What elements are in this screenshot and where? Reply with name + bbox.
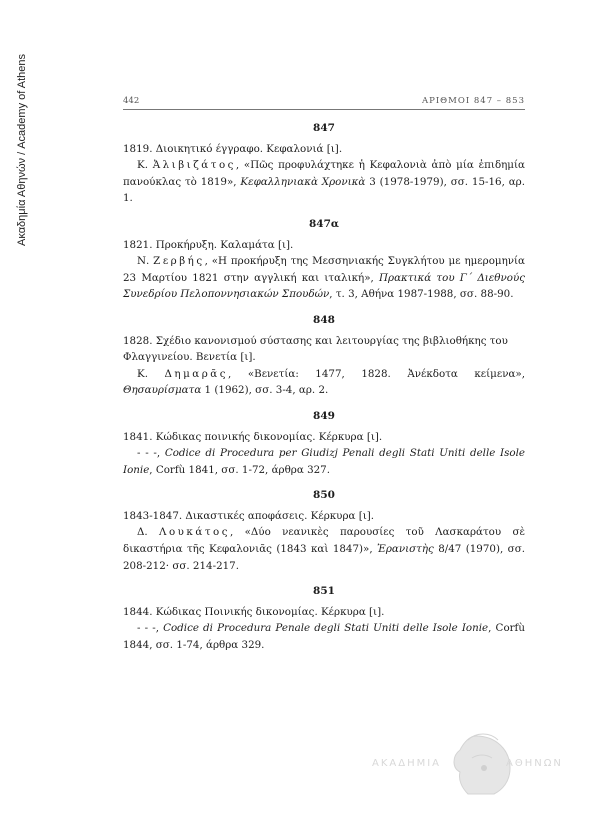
citation-end: 8/47 (1970), σσ. 208-212· σσ. 214-217. xyxy=(123,543,525,572)
catalogue-entry xyxy=(123,604,525,654)
catalogue-body xyxy=(123,120,525,663)
running-head-range: ΑΡΙΘΜΟΙ 847 – 853 xyxy=(421,96,525,106)
citation-end: , τ. 3, Αθήνα 1987-1988, σσ. 88-90. xyxy=(329,288,514,301)
journal-title: Ἐρανιστὴς xyxy=(377,543,434,556)
citation-text: , «Δύο νεανικὲς παρουσίες τοῦ Λασκαράτου σὲ δικαστήρια τῆς Κεφαλονιᾶς (1843 καὶ 1847)», xyxy=(123,526,525,556)
catalogue-entry xyxy=(123,237,525,303)
catalogue-entry xyxy=(123,508,525,574)
catalogue-entry xyxy=(123,333,525,399)
citation-text: , «Η προκήρυξη της Μεσσηνιακής Συγκλήτου με ημερομηνία 23 Μαρτίου 1821 στην αγγλική και ιταλική», xyxy=(123,255,526,284)
entry-line-head: 1821. Προκήρυξη. Καλαμάτα [ι]. xyxy=(123,238,294,251)
citation-end: , Corfù 1844, σσ. 1-74, άρθρα 329. xyxy=(123,622,526,652)
citation-text: , «Βενετία: 1477, 1828. Ἀνέκδοτα κείμενα», xyxy=(228,367,525,380)
journal-title: Codice di Procedura Penale degli Stati Uniti delle Isole Ionie xyxy=(163,622,489,635)
entry-line-head: 1828. Σχέδιο κανονισμού σύστασης και λειτουργίας της βιβλιοθήκης του Φλαγγινείου. Βενετία [ι]. xyxy=(123,334,508,364)
entry-citation xyxy=(123,157,525,207)
author-name: Ἀλιβιζάτος xyxy=(152,159,236,172)
author-prefix: - - -, xyxy=(137,622,164,635)
author-name: Δημαρᾶς xyxy=(164,367,229,380)
section-heading: 847α xyxy=(309,217,339,230)
side-credit-text: Ακαδημία Αθηνών / Academy of Athens xyxy=(16,53,28,247)
author-name: Λουκάτος xyxy=(159,526,230,539)
citation-end: 1 (1962), σσ. 3-4, αρ. 2. xyxy=(201,384,329,397)
page-number: 442 xyxy=(123,96,140,106)
journal-title: Codice di Procedura per Giudizj Penali degli Stati Uniti delle Isole Ionie xyxy=(123,447,525,476)
citation-text: , «Πῶς προφυλάχτηκε ἡ Κεφαλονιὰ ἀπὸ μία ἐπιδημία πανούκλας τὸ 1819», xyxy=(123,159,525,188)
author-prefix: Ν. xyxy=(137,255,154,268)
section-heading: 851 xyxy=(313,585,335,598)
catalogue-entry xyxy=(123,141,525,207)
author-name: Ζερβής xyxy=(153,255,205,268)
journal-title: Θησαυρίσματα xyxy=(123,384,202,397)
entry-citation xyxy=(123,524,525,574)
journal-title: Κεφαλληνιακὰ Χρονικὰ xyxy=(240,175,366,188)
author-prefix: Κ. xyxy=(137,367,165,380)
watermark-left-text: ΑΚΑΔΗΜΙΑ xyxy=(372,758,442,769)
author-prefix: Δ. xyxy=(137,526,160,539)
entry-citation xyxy=(123,253,525,303)
author-prefix: Κ. xyxy=(137,159,153,172)
journal-title: Πρακτικά του Γ΄ Διεθνούς Συνεδρίου Πελοποννησιακών Σπουδών xyxy=(123,271,525,301)
author-prefix: - - -, xyxy=(137,447,165,460)
entry-citation xyxy=(123,445,525,478)
catalogue-entry xyxy=(123,429,525,479)
section-heading: 850 xyxy=(313,489,335,502)
header-rule xyxy=(123,109,525,110)
entry-line-head: 1843-1847. Δικαστικές αποφάσεις. Κέρκυρα [ι]. xyxy=(123,509,375,522)
side-credit xyxy=(0,0,44,300)
watermark-right-text: ΑΘΗΝΩΝ xyxy=(506,758,563,769)
entry-line-head: 1819. Διοικητικό έγγραφο. Κεφαλονιά [ι]. xyxy=(123,142,343,155)
academy-watermark xyxy=(372,728,572,798)
section-heading: 847 xyxy=(313,122,335,134)
section-heading: 849 xyxy=(313,409,335,422)
entry-citation xyxy=(123,366,525,399)
citation-end: 3 (1978-1979), σσ. 15-16, αρ. 1. xyxy=(123,175,525,205)
citation-end: , Corfù 1841, σσ. 1-72, άρθρα 327. xyxy=(149,463,331,476)
section-heading: 848 xyxy=(313,313,335,326)
entry-citation xyxy=(123,620,525,653)
entry-line-head: 1841. Κώδικας ποινικής δικονομίας. Κέρκυρα [ι]. xyxy=(123,430,383,443)
entry-line-head: 1844. Κώδικας Ποινικής δικονομίας. Κέρκυρα [ι]. xyxy=(123,605,385,618)
